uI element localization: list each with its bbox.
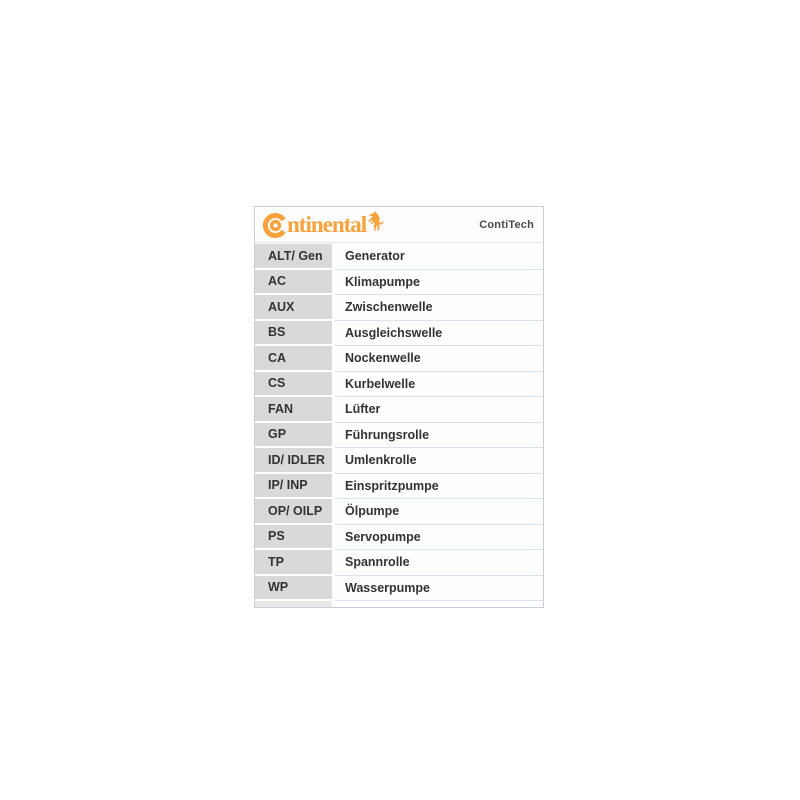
continental-logo	[262, 211, 384, 239]
abbreviation-cell: PS	[255, 525, 332, 551]
table-row	[255, 550, 543, 576]
table-row	[255, 525, 543, 551]
term-cell: Servopumpe	[335, 525, 543, 551]
table-row	[255, 576, 543, 602]
abbreviation-cell: ALT/ Gen	[255, 244, 332, 270]
table-row	[255, 346, 543, 372]
continental-co-emblem-icon	[262, 212, 289, 239]
table-footer-strip	[255, 601, 332, 607]
term-cell: Ausgleichswelle	[335, 321, 543, 347]
term-cell: Lüfter	[335, 397, 543, 423]
abbreviation-cell: WP	[255, 576, 332, 602]
abbreviation-cell: GP	[255, 423, 332, 449]
term-cell: Ölpumpe	[335, 499, 543, 525]
abbreviation-cell: CS	[255, 372, 332, 398]
horse-icon	[368, 211, 384, 231]
abbreviation-cell: CA	[255, 346, 332, 372]
table-row	[255, 321, 543, 347]
table-row	[255, 295, 543, 321]
table-row	[255, 270, 543, 296]
term-cell: Umlenkrolle	[335, 448, 543, 474]
term-cell: Klimapumpe	[335, 270, 543, 296]
glossary-card	[254, 206, 544, 608]
table-row	[255, 244, 543, 270]
glossary-table	[255, 243, 543, 601]
abbreviation-cell: IP/ INP	[255, 474, 332, 500]
table-row	[255, 499, 543, 525]
abbreviation-cell: TP	[255, 550, 332, 576]
abbreviation-cell: ID/ IDLER	[255, 448, 332, 474]
table-row	[255, 448, 543, 474]
table-row	[255, 423, 543, 449]
table-row	[255, 372, 543, 398]
contitech-wordmark: ContiTech	[479, 218, 534, 231]
term-cell: Zwischenwelle	[335, 295, 543, 321]
term-cell: Führungsrolle	[335, 423, 543, 449]
logo-text: ntinental	[287, 212, 367, 237]
brand-header	[255, 207, 543, 243]
abbreviation-cell: BS	[255, 321, 332, 347]
abbreviation-cell: AC	[255, 270, 332, 296]
table-row	[255, 474, 543, 500]
term-cell: Generator	[335, 244, 543, 270]
term-cell: Nockenwelle	[335, 346, 543, 372]
table-row	[255, 397, 543, 423]
term-cell: Spannrolle	[335, 550, 543, 576]
term-cell: Wasserpumpe	[335, 576, 543, 602]
abbreviation-cell: OP/ OILP	[255, 499, 332, 525]
term-cell: Kurbelwelle	[335, 372, 543, 398]
abbreviation-cell: AUX	[255, 295, 332, 321]
abbreviation-cell: FAN	[255, 397, 332, 423]
term-cell: Einspritzpumpe	[335, 474, 543, 500]
